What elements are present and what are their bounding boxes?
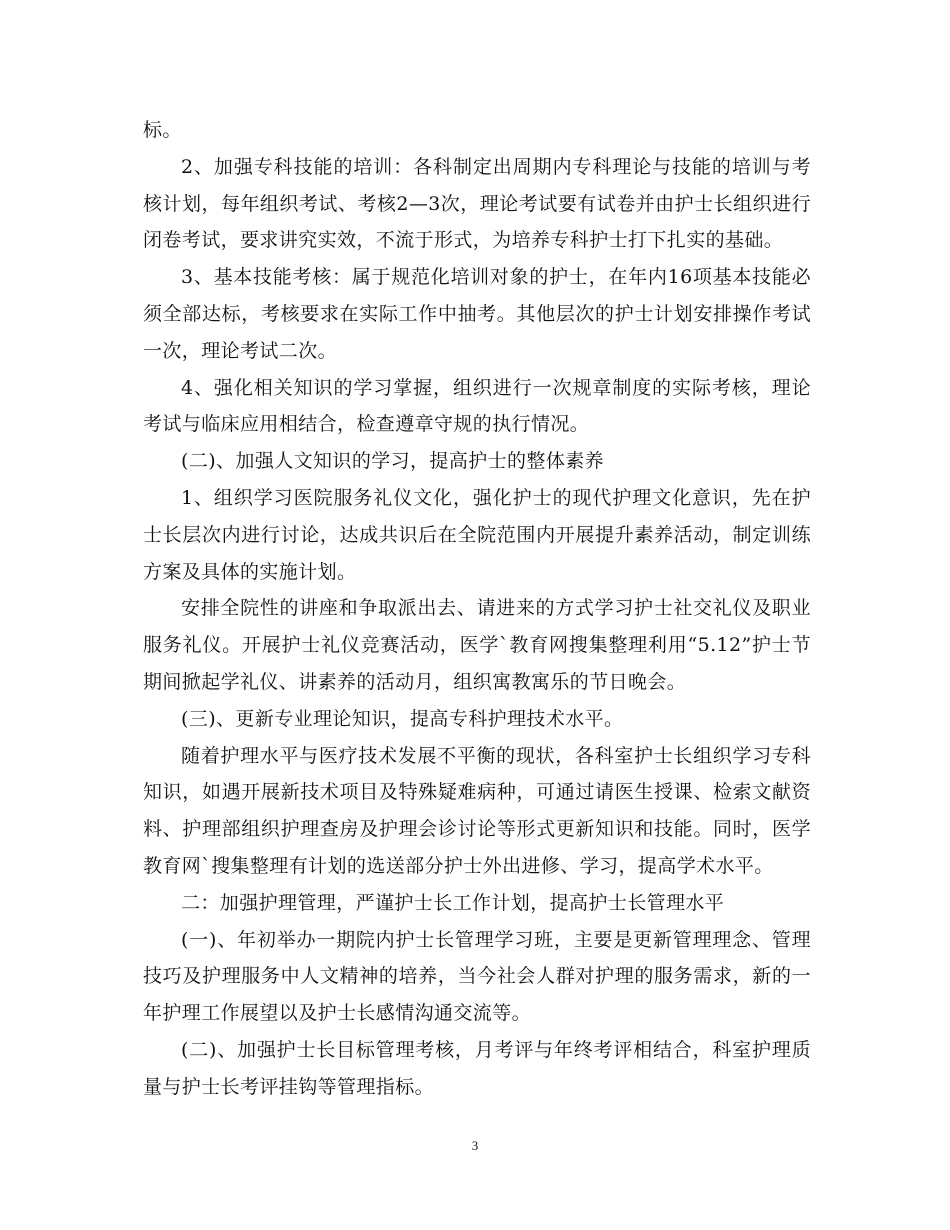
paragraph-target-assessment: (二)、加强护士长目标管理考核，月考评与年终考评相结合，科室护理质量与护士长考评挂钩等管理指标。 bbox=[143, 1038, 811, 1098]
section-heading-theory: (三)、更新专业理论知识，提高专科护理技术水平。 bbox=[181, 707, 624, 730]
paragraph-basic-skills: 3、基本技能考核：属于规范化培训对象的护士，在年内16项基本技能必须全部达标，考核要求在实际工作中抽考。其他层次的护士计划安排操作考试一次，理论考试二次。 bbox=[143, 266, 811, 362]
document-body bbox=[143, 112, 811, 1106]
page-number: 3 bbox=[471, 1138, 479, 1153]
paragraph-related-knowledge: 4、强化相关知识的学习掌握，组织进行一次规章制度的实际考核，理论考试与临床应用相结合，检查遵章守规的执行情况。 bbox=[143, 376, 811, 436]
paragraph-update-knowledge: 随着护理水平与医疗技术发展不平衡的现状，各科室护士长组织学习专科知识，如遇开展新技术项目及特殊疑难病种，可通过请医生授课、检索文献资料、护理部组织护理查房及护理会诊讨论等形式更新知识和技能。同时，医学教育网`搜集整理有计划的选送部分护士外出进修、学习，提高学术水平。 bbox=[143, 744, 811, 877]
paragraph-training-class: (一)、年初举办一期院内护士长管理学习班，主要是更新管理理念、管理技巧及护理服务中人文精神的培养，当今社会人群对护理的服务需求，新的一年护理工作展望以及护士长感情沟通交流等。 bbox=[143, 928, 811, 1025]
section-heading-humanities: (二)、加强人文知识的学习，提高护士的整体素养 bbox=[181, 450, 605, 473]
paragraph-lectures: 安排全院性的讲座和争取派出去、请进来的方式学习护士社交礼仪及职业服务礼仪。开展护士礼仪竞赛活动，医学`教育网搜集整理利用“5.12”护士节期间掀起学礼仪、讲素养的活动月，组织寓教寓乐的节日晚会。 bbox=[143, 597, 811, 693]
paragraph-continuation: 标。 bbox=[143, 119, 182, 141]
paragraph-etiquette-culture: 1、组织学习医院服务礼仪文化，强化护士的现代护理文化意识，先在护士长层次内进行讨论，达成共识后在全院范围内开展提升素养活动，制定训练方案及具体的实施计划。 bbox=[143, 486, 811, 583]
section-heading-management: 二：加强护理管理，严谨护士长工作计划，提高护士长管理水平 bbox=[181, 891, 725, 914]
paragraph-specialty-training: 2、加强专科技能的培训：各科制定出周期内专科理论与技能的培训与考核计划，每年组织考试、考核2—3次，理论考试要有试卷并由护士长组织进行闭卷考试，要求讲究实效，不流于形式，为培养专科护士打下扎实的基础。 bbox=[143, 155, 811, 252]
